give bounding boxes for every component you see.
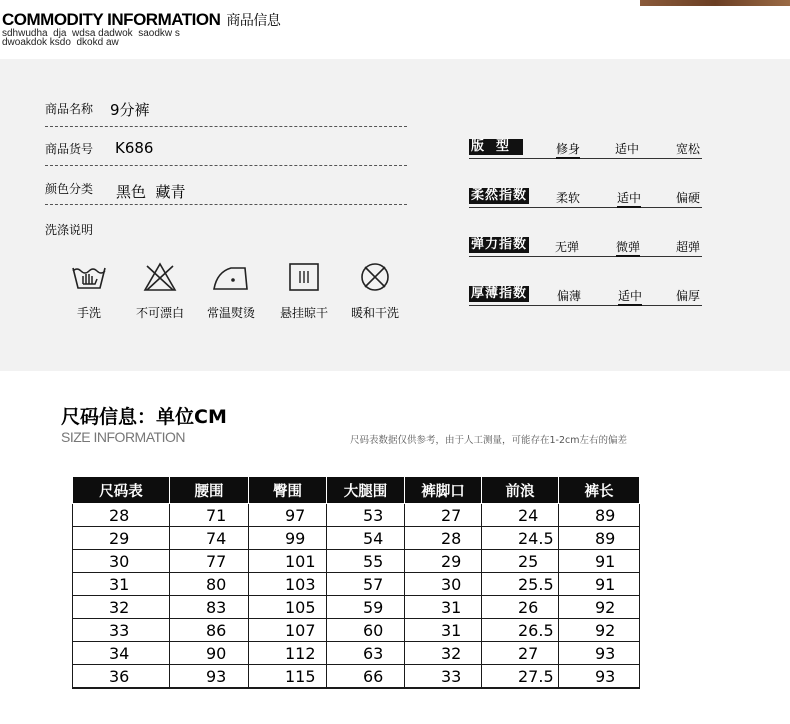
top-bar — [0, 0, 790, 6]
table-cell: 101 — [249, 550, 327, 573]
care-no-bleach — [125, 262, 195, 321]
index-title: 版 型 — [469, 139, 523, 155]
size-info-note: 尺码表数据仅供参考，由于人工测量，可能存在1-2cm左右的偏差 — [350, 435, 627, 446]
table-header-cell: 大腿围 — [327, 477, 405, 504]
index-option: 适中 — [615, 142, 640, 156]
care-label: 手洗 — [76, 306, 101, 320]
table-cell: 27 — [405, 504, 482, 527]
table-cell: 33 — [405, 665, 482, 689]
size-table — [72, 477, 640, 689]
table-cell: 26 — [482, 596, 559, 619]
subtext-line-1: sdhwudha dja wdsa dadwok saodkw s — [2, 28, 180, 39]
care-iron — [196, 262, 266, 321]
care-hand-wash — [54, 262, 124, 321]
hand-wash-icon — [71, 262, 107, 292]
product-name-value: 9分裤 — [110, 101, 150, 119]
table-cell: 54 — [327, 527, 405, 550]
size-info-title: 尺码信息：单位CM — [61, 406, 227, 428]
table-cell: 36 — [73, 665, 170, 689]
table-cell: 27.5 — [482, 665, 559, 689]
table-cell: 25 — [482, 550, 559, 573]
index-option: 柔软 — [556, 191, 581, 205]
washing-label: 洗涤说明 — [45, 223, 94, 237]
table-cell: 24 — [482, 504, 559, 527]
table-row — [73, 642, 640, 665]
table-cell: 29 — [405, 550, 482, 573]
table-cell: 90 — [170, 642, 249, 665]
table-cell: 89 — [559, 527, 640, 550]
color-label: 颜色分类 — [45, 182, 94, 196]
table-cell: 31 — [73, 573, 170, 596]
table-cell: 53 — [327, 504, 405, 527]
table-cell: 93 — [559, 665, 640, 689]
table-cell: 103 — [249, 573, 327, 596]
table-cell: 32 — [73, 596, 170, 619]
table-cell: 33 — [73, 619, 170, 642]
index-option: 宽松 — [676, 142, 701, 156]
index-title: 柔然指数 — [471, 188, 528, 203]
table-header-row — [73, 477, 640, 504]
index-option: 微弹 — [616, 238, 640, 257]
care-dry-clean — [340, 262, 410, 321]
table-header-cell: 裤长 — [559, 477, 640, 504]
table-cell: 57 — [327, 573, 405, 596]
care-label: 常温熨烫 — [206, 306, 255, 320]
index-option: 修身 — [556, 140, 580, 159]
title-cn: 商品信息 — [226, 12, 281, 28]
table-header-cell: 臀围 — [249, 477, 327, 504]
product-name-label: 商品名称 — [45, 102, 94, 116]
table-cell: 74 — [170, 527, 249, 550]
index-option: 无弹 — [555, 240, 580, 254]
table-cell: 31 — [405, 619, 482, 642]
table-row — [73, 665, 640, 689]
thickness-index — [469, 285, 702, 306]
table-cell: 63 — [327, 642, 405, 665]
color-value: 黑色 藏青 — [116, 183, 186, 201]
table-cell: 77 — [170, 550, 249, 573]
table-cell: 26.5 — [482, 619, 559, 642]
table-cell: 27 — [482, 642, 559, 665]
product-code-value: K686 — [115, 139, 154, 157]
fit-index — [469, 138, 702, 159]
subtext-line-2: dwoakdok ksdo dkokd aw — [2, 37, 119, 48]
product-code-label: 商品货号 — [45, 142, 94, 156]
index-option: 适中 — [617, 189, 641, 208]
divider — [45, 126, 407, 127]
elasticity-index — [469, 236, 702, 257]
table-cell: 99 — [249, 527, 327, 550]
table-cell: 91 — [559, 550, 640, 573]
table-cell: 34 — [73, 642, 170, 665]
care-label: 暖和干洗 — [350, 306, 399, 320]
index-option: 偏硬 — [676, 191, 701, 205]
table-cell: 24.5 — [482, 527, 559, 550]
table-cell: 25.5 — [482, 573, 559, 596]
index-title: 厚薄指数 — [471, 286, 528, 301]
title-subtext — [2, 29, 180, 47]
table-row — [73, 527, 640, 550]
table-cell: 105 — [249, 596, 327, 619]
table-cell: 83 — [170, 596, 249, 619]
table-cell: 92 — [559, 619, 640, 642]
table-cell: 60 — [327, 619, 405, 642]
table-cell: 115 — [249, 665, 327, 689]
iron-icon — [211, 262, 251, 292]
table-cell: 107 — [249, 619, 327, 642]
table-row — [73, 596, 640, 619]
table-row — [73, 550, 640, 573]
dry-clean-icon — [359, 262, 391, 292]
index-option: 适中 — [618, 287, 642, 306]
table-header-cell: 裤脚口 — [405, 477, 482, 504]
page-title — [2, 10, 280, 30]
divider — [45, 165, 407, 166]
table-cell: 97 — [249, 504, 327, 527]
index-option: 偏薄 — [557, 289, 582, 303]
table-cell: 71 — [170, 504, 249, 527]
title-en: COMMODITY INFORMATION — [2, 10, 221, 29]
table-cell: 31 — [405, 596, 482, 619]
table-row — [73, 619, 640, 642]
table-cell: 30 — [405, 573, 482, 596]
divider — [45, 204, 407, 205]
table-row — [73, 573, 640, 596]
table-cell: 29 — [73, 527, 170, 550]
table-cell: 59 — [327, 596, 405, 619]
table-header-cell: 腰围 — [170, 477, 249, 504]
table-header-cell: 前浪 — [482, 477, 559, 504]
top-banner-image — [640, 0, 790, 6]
table-cell: 55 — [327, 550, 405, 573]
table-cell: 91 — [559, 573, 640, 596]
table-cell: 28 — [405, 527, 482, 550]
index-option: 偏厚 — [676, 289, 701, 303]
size-info-subtitle: SIZE INFORMATION — [61, 429, 185, 445]
table-row — [73, 504, 640, 527]
no-bleach-icon — [143, 262, 177, 292]
table-header-cell: 尺码表 — [73, 477, 170, 504]
care-label: 悬挂晾干 — [279, 306, 328, 320]
table-cell: 93 — [559, 642, 640, 665]
table-cell: 32 — [405, 642, 482, 665]
table-cell: 66 — [327, 665, 405, 689]
index-title: 弹力指数 — [471, 237, 528, 252]
softness-index — [469, 187, 702, 208]
table-cell: 86 — [170, 619, 249, 642]
table-cell: 30 — [73, 550, 170, 573]
table-cell: 89 — [559, 504, 640, 527]
table-cell: 28 — [73, 504, 170, 527]
care-label: 不可漂白 — [135, 306, 184, 320]
table-cell: 112 — [249, 642, 327, 665]
table-cell: 92 — [559, 596, 640, 619]
hang-dry-icon — [288, 262, 320, 292]
index-option: 超弹 — [676, 240, 701, 254]
table-cell: 93 — [170, 665, 249, 689]
table-cell: 80 — [170, 573, 249, 596]
care-hang-dry — [269, 262, 339, 321]
